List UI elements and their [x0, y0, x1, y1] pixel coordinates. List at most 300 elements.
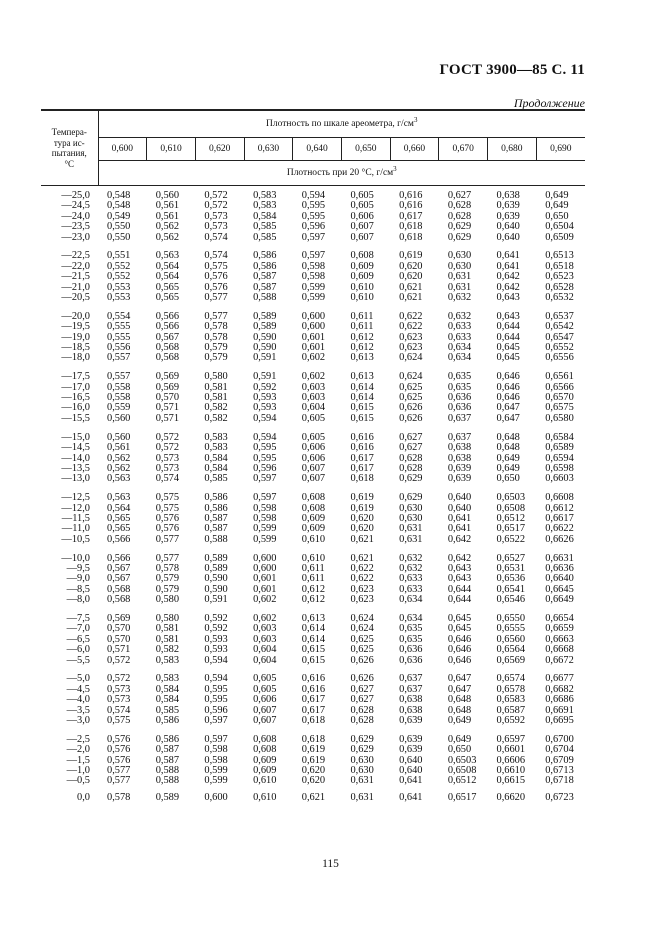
density-cell: 0,6536 [496, 573, 526, 585]
density-cell: 0,607 [350, 221, 374, 233]
density-cell: 0,597 [301, 231, 326, 243]
density-cell: 0,613 [350, 371, 374, 383]
density-cell: 0,639 [496, 200, 520, 212]
density-cell: 0,640 [496, 221, 520, 233]
temp-header-line: тура ис- [53, 137, 85, 148]
density-cell: 0,642 [447, 533, 472, 545]
density-cell: 0,598 [204, 744, 228, 756]
density-cell: 0,6718 [545, 775, 574, 787]
density-cell: 0,646 [496, 371, 520, 383]
temperature-cell: —7,0 [66, 623, 90, 635]
density-cell: 0,630 [350, 754, 374, 766]
density-cell: 0,585 [253, 231, 277, 243]
density-cell: 0,610 [350, 281, 374, 293]
temperature-column-header [41, 110, 98, 186]
density-cell: 0,610 [253, 791, 277, 803]
density-cell: 0,580 [155, 612, 180, 624]
density-cell: 0,594 [204, 654, 228, 666]
density-cell: 0,625 [350, 644, 374, 656]
density-cell: 0,603 [253, 633, 277, 645]
density-cell: 0,566 [107, 533, 131, 545]
density-cell: 0,6668 [545, 644, 574, 656]
density-cell: 0,576 [107, 754, 131, 766]
density-cell: 0,572 [204, 190, 228, 201]
density-cell: 0,636 [399, 654, 423, 666]
density-cell: 0,626 [399, 402, 423, 414]
density-cell: 0,579 [204, 352, 228, 364]
table-row [41, 353, 585, 363]
density-cell: 0,586 [204, 502, 228, 514]
density-cell: 0,588 [155, 765, 180, 777]
density-cell: 0,6517 [447, 791, 477, 803]
density-cell: 0,551 [107, 250, 131, 262]
density-cell: 0,631 [399, 533, 423, 545]
density-cell: 0,647 [496, 402, 520, 414]
density-cell: 0,606 [253, 694, 277, 706]
density-cell: 0,616 [399, 200, 423, 212]
density-cell: 0,630 [399, 502, 423, 514]
density-cell: 0,564 [107, 502, 131, 514]
density-cell: 0,632 [447, 310, 472, 322]
density-cell: 0,641 [447, 512, 472, 524]
density-cell: 0,599 [253, 533, 277, 545]
table-row [41, 414, 585, 424]
density-cell: 0,6546 [496, 594, 526, 606]
density-cell: 0,627 [350, 683, 374, 695]
density-cell: 0,614 [350, 381, 374, 393]
density-cell: 0,614 [301, 633, 326, 645]
density-cell: 0,589 [253, 310, 277, 322]
density-cell: 0,616 [350, 442, 374, 454]
density-cell: 0,649 [496, 462, 520, 474]
density-cell: 0,568 [107, 583, 131, 595]
density-cell: 0,638 [447, 442, 472, 454]
temperature-cell: —23,0 [61, 231, 90, 243]
density-cell: 0,558 [107, 392, 131, 404]
density-cell: 0,579 [204, 342, 228, 354]
density-cell: 0,594 [253, 431, 277, 443]
density-cell: 0,647 [447, 673, 472, 685]
density-cell: 0,578 [204, 331, 228, 343]
density-cell: 0,573 [204, 221, 228, 233]
density-cell: 0,620 [350, 512, 374, 524]
density-cell: 0,619 [301, 754, 326, 766]
density-cell: 0,601 [301, 331, 326, 343]
density-cell: 0,6556 [545, 352, 574, 364]
density-cell: 0,644 [496, 321, 520, 333]
density-cell: 0,558 [107, 381, 131, 393]
density-cell: 0,560 [107, 431, 131, 443]
density-cell: 0,636 [399, 644, 423, 656]
temperature-cell: —10,0 [61, 552, 90, 564]
density-cell: 0,618 [301, 733, 326, 745]
temperature-cell: —0,5 [66, 775, 90, 787]
density-cell: 0,555 [107, 321, 131, 333]
density-cell: 0,568 [155, 342, 180, 354]
density-cell: 0,575 [204, 260, 228, 272]
unit-superscript: 3 [393, 164, 397, 173]
density-cell: 0,623 [399, 342, 423, 354]
density-cell: 0,649 [447, 733, 472, 745]
density-cell: 0,583 [204, 442, 228, 454]
temperature-cell: —5,5 [66, 654, 90, 666]
temperature-cell: —17,0 [61, 381, 90, 393]
density-cell: 0,637 [399, 673, 423, 685]
density-cell: 0,6509 [545, 231, 574, 243]
density-cell: 0,6517 [496, 523, 526, 535]
density-cell: 0,600 [301, 321, 326, 333]
temperature-cell: —23,5 [61, 221, 90, 233]
density-cell: 0,586 [253, 250, 277, 262]
density-cell: 0,628 [399, 462, 423, 474]
density-cell: 0,588 [155, 775, 180, 787]
temperature-cell: —4,0 [66, 694, 90, 706]
density-cell: 0,6598 [545, 462, 574, 474]
density-cell: 0,617 [399, 210, 423, 222]
density-cell: 0,6508 [496, 502, 526, 514]
temperature-cell: —2,5 [66, 733, 90, 745]
table-row [41, 293, 585, 303]
density-cell: 0,603 [301, 381, 326, 393]
density-cell: 0,583 [155, 654, 180, 666]
density-cell: 0,6522 [496, 533, 526, 545]
density-cell: 0,611 [350, 310, 374, 322]
density-cell: 0,649 [496, 452, 520, 464]
density-cell: 0,566 [107, 552, 131, 564]
density-cell: 0,611 [301, 562, 325, 574]
density-cell: 0,608 [253, 733, 277, 745]
density-cell: 0,562 [155, 221, 180, 233]
density-cell: 0,6566 [545, 381, 574, 393]
density-cell: 0,577 [155, 533, 180, 545]
density-cell: 0,632 [399, 552, 423, 564]
density-cell: 0,577 [107, 775, 131, 787]
density-cell: 0,645 [496, 342, 520, 354]
density-cell: 0,650 [447, 744, 472, 756]
density-cell: 0,569 [155, 371, 180, 383]
density-cell: 0,564 [155, 260, 180, 272]
density-cell: 0,642 [447, 552, 472, 564]
temperature-cell: —19,5 [61, 321, 90, 333]
density-cell: 0,649 [447, 715, 472, 726]
density-cell: 0,615 [301, 644, 326, 656]
density-cell: 0,576 [204, 281, 228, 293]
density-cell: 0,6580 [545, 412, 574, 424]
density-cell: 0,572 [107, 654, 131, 666]
density-cell: 0,628 [350, 715, 374, 726]
temperature-cell: —4,5 [66, 683, 90, 695]
temp-header-line: °С [64, 158, 75, 169]
density-cell: 0,548 [107, 200, 131, 212]
temperature-cell: —21,5 [61, 271, 90, 283]
density-cell: 0,635 [447, 371, 472, 383]
density-cell: 0,599 [301, 292, 326, 304]
density-cell: 0,563 [107, 473, 131, 485]
density-cell: 0,596 [301, 221, 326, 233]
density-cell: 0,599 [204, 775, 228, 787]
density-cell: 0,6626 [545, 533, 574, 545]
density-cell: 0,579 [155, 573, 180, 585]
density-cell: 0,6578 [496, 683, 526, 695]
density-cell: 0,590 [204, 583, 228, 595]
density-cell: 0,607 [350, 231, 374, 243]
density-cell: 0,583 [253, 200, 277, 212]
density-cell: 0,598 [253, 502, 277, 514]
density-cell: 0,629 [399, 492, 423, 504]
density-cell: 0,640 [496, 231, 520, 243]
density-cell: 0,6528 [545, 281, 574, 293]
density-cell: 0,629 [350, 744, 374, 756]
density-cell: 0,619 [350, 502, 374, 514]
density-cell: 0,595 [301, 200, 326, 212]
density-cell: 0,595 [204, 683, 228, 695]
temperature-cell: —9,0 [66, 573, 90, 585]
density-cell: 0,609 [253, 765, 277, 777]
density-cell: 0,614 [350, 392, 374, 404]
density-cell: 0,618 [399, 231, 423, 243]
density-cell: 0,625 [350, 633, 374, 645]
temp-header-line: пытания, [51, 148, 87, 158]
density-cell: 0,581 [204, 381, 228, 393]
density-cell: 0,638 [399, 704, 423, 716]
density-cell: 0,609 [253, 754, 277, 766]
density-cell: 0,6592 [496, 715, 526, 726]
density-cell: 0,584 [155, 683, 180, 695]
density-cell: 0,572 [107, 673, 131, 685]
density-cell: 0,594 [253, 412, 277, 424]
density-cell: 0,600 [253, 562, 277, 574]
density-cell: 0,621 [350, 533, 374, 545]
density-cell: 0,585 [253, 221, 277, 233]
density-cell: 0,617 [301, 694, 326, 706]
density-cell: 0,615 [350, 412, 374, 424]
density-cell: 0,617 [350, 462, 374, 474]
density-cell: 0,624 [350, 612, 374, 624]
density-cell: 0,549 [107, 210, 131, 222]
column-header-cell: 0,610 [147, 138, 196, 161]
density-cell: 0,602 [253, 594, 277, 606]
density-cell: 0,605 [253, 683, 277, 695]
density-cell: 0,566 [155, 321, 180, 333]
density-cell: 0,552 [107, 260, 131, 272]
density-cell: 0,619 [350, 492, 374, 504]
temperature-cell: —6,0 [66, 644, 90, 656]
density-cell: 0,6608 [545, 492, 574, 504]
density-cell: 0,573 [107, 683, 131, 695]
density-cell: 0,577 [155, 552, 180, 564]
density-cell: 0,550 [107, 231, 131, 243]
density-cell: 0,605 [301, 412, 326, 424]
density-cell: 0,624 [399, 371, 423, 383]
density-cell: 0,6523 [545, 271, 574, 283]
density-cell: 0,639 [496, 210, 520, 222]
density-cell: 0,643 [496, 310, 520, 322]
density-cell: 0,6541 [496, 583, 526, 595]
density-cell: 0,587 [155, 754, 180, 766]
density-cell: 0,618 [301, 715, 326, 726]
temperature-cell: —21,0 [61, 281, 90, 293]
density-cell: 0,611 [301, 573, 325, 585]
density-cell: 0,583 [204, 431, 228, 443]
temperature-cell: —13,5 [61, 462, 90, 474]
density-cell: 0,574 [204, 250, 228, 262]
density-cell: 0,641 [399, 775, 423, 787]
density-cell: 0,637 [399, 683, 423, 695]
density-cell: 0,586 [155, 715, 180, 726]
density-cell: 0,631 [447, 271, 472, 283]
density-cell: 0,632 [447, 292, 472, 304]
density-cell: 0,635 [447, 381, 472, 393]
density-cell: 0,622 [350, 562, 374, 574]
density-cell: 0,594 [301, 190, 326, 201]
density-cell: 0,622 [399, 310, 423, 322]
density-cell: 0,577 [204, 310, 228, 322]
density-cell: 0,623 [350, 583, 374, 595]
density-cell: 0,607 [301, 473, 326, 485]
density-cell: 0,592 [204, 612, 228, 624]
density-cell: 0,636 [447, 392, 472, 404]
density-cell: 0,576 [155, 512, 180, 524]
density-cell: 0,571 [155, 402, 180, 414]
density-cell: 0,635 [399, 623, 423, 635]
density-cell: 0,601 [253, 583, 277, 595]
density-cell: 0,634 [447, 352, 472, 364]
temperature-cell: —17,5 [61, 371, 90, 383]
temperature-cell: —18,0 [61, 352, 90, 364]
density-cell: 0,570 [107, 623, 131, 635]
density-cell: 0,581 [155, 633, 180, 645]
density-cell: 0,592 [253, 381, 277, 393]
density-cell: 0,6542 [545, 321, 574, 333]
density-cell: 0,565 [107, 523, 131, 535]
density-cell: 0,572 [155, 442, 180, 454]
density-cell: 0,571 [107, 644, 131, 656]
density-cell: 0,612 [350, 331, 374, 343]
density-cell: 0,569 [155, 381, 180, 393]
density-cell: 0,607 [253, 715, 277, 726]
column-header-cell: 0,670 [439, 138, 488, 161]
density-cell: 0,6547 [545, 331, 574, 343]
density-cell: 0,573 [204, 210, 228, 222]
density-cell: 0,590 [204, 573, 228, 585]
density-cell: 0,583 [253, 190, 277, 201]
density-cell: 0,612 [301, 583, 326, 595]
page-number: 115 [322, 858, 339, 870]
density-cell: 0,6610 [496, 765, 526, 777]
density-cell: 0,631 [399, 523, 423, 535]
density-cell: 0,593 [204, 644, 228, 656]
density-cell: 0,6587 [496, 704, 526, 716]
density-cell: 0,561 [155, 200, 180, 212]
density-cell: 0,579 [155, 583, 180, 595]
density-cell: 0,6597 [496, 733, 526, 745]
density-cell: 0,6550 [496, 612, 526, 624]
density-cell: 0,634 [399, 594, 423, 606]
density-cell: 0,612 [301, 594, 326, 606]
density-cell: 0,568 [155, 352, 180, 364]
column-header-cell: 0,640 [293, 138, 342, 161]
density-cell: 0,644 [496, 331, 520, 343]
density-cell: 0,6704 [545, 744, 574, 756]
density-cell: 0,620 [399, 271, 423, 283]
density-cell: 0,606 [301, 442, 326, 454]
table-row [41, 787, 585, 803]
density-cell: 0,602 [301, 352, 326, 364]
density-cell: 0,567 [155, 331, 180, 343]
page-header-title: ГОСТ 3900—85 С. 11 [439, 62, 585, 78]
density-cell: 0,6603 [545, 473, 574, 485]
density-cell: 0,586 [253, 260, 277, 272]
density-cell: 0,589 [253, 321, 277, 333]
density-cell: 0,598 [253, 512, 277, 524]
density-cell: 0,6645 [545, 583, 574, 595]
density-cell: 0,596 [204, 704, 228, 716]
density-cell: 0,580 [155, 594, 180, 606]
density-cell: 0,638 [399, 694, 423, 706]
density-cell: 0,621 [399, 292, 423, 304]
density-cell: 0,602 [253, 612, 277, 624]
density-cell: 0,647 [447, 683, 472, 695]
density-cell: 0,6695 [545, 715, 574, 726]
density-cell: 0,630 [447, 260, 472, 272]
density-cell: 0,574 [107, 704, 131, 716]
density-cell: 0,627 [399, 442, 423, 454]
density-cell: 0,6564 [496, 644, 526, 656]
density-cell: 0,645 [447, 612, 472, 624]
density-cell: 0,609 [301, 523, 326, 535]
temperature-cell: —7,5 [66, 612, 90, 624]
density-cell: 0,595 [301, 210, 326, 222]
density-cell: 0,622 [350, 573, 374, 585]
temperature-cell: —15,5 [61, 412, 90, 424]
density-cell: 0,6691 [545, 704, 574, 716]
density-cell: 0,605 [253, 673, 277, 685]
density-cell: 0,632 [399, 562, 423, 574]
temperature-cell: —11,5 [61, 512, 90, 524]
temperature-cell: —14,5 [61, 442, 90, 454]
density-cell: 0,610 [301, 533, 326, 545]
density-cell: 0,578 [155, 562, 180, 574]
density-cell: 0,607 [301, 462, 326, 474]
table-row [41, 595, 585, 605]
density-cell: 0,610 [301, 552, 326, 564]
temperature-cell: —20,0 [61, 310, 90, 322]
density-cell: 0,648 [447, 704, 472, 716]
density-cell: 0,6640 [545, 573, 574, 585]
density-cell: 0,6504 [545, 221, 574, 233]
density-cell: 0,643 [496, 292, 520, 304]
density-cell: 0,6601 [496, 744, 526, 756]
density-cell: 0,591 [253, 352, 277, 364]
table-row [41, 493, 585, 503]
density-cell: 0,570 [107, 633, 131, 645]
temperature-cell: —16,0 [61, 402, 90, 414]
continuation-label: Продолжение [513, 96, 585, 110]
density-cell: 0,617 [301, 704, 326, 716]
density-cell: 0,645 [447, 623, 472, 635]
density-cell: 0,595 [253, 442, 277, 454]
density-cell: 0,630 [447, 250, 472, 262]
density-cell: 0,584 [253, 210, 277, 222]
density-cell: 0,642 [496, 271, 520, 283]
density-cell: 0,565 [155, 281, 180, 293]
density-cell: 0,592 [204, 623, 228, 635]
density-cell: 0,565 [107, 512, 131, 524]
density-cell: 0,6700 [545, 733, 574, 745]
density-cell: 0,641 [399, 791, 423, 803]
density-cell: 0,6561 [545, 371, 574, 383]
density-cell: 0,639 [399, 744, 423, 756]
